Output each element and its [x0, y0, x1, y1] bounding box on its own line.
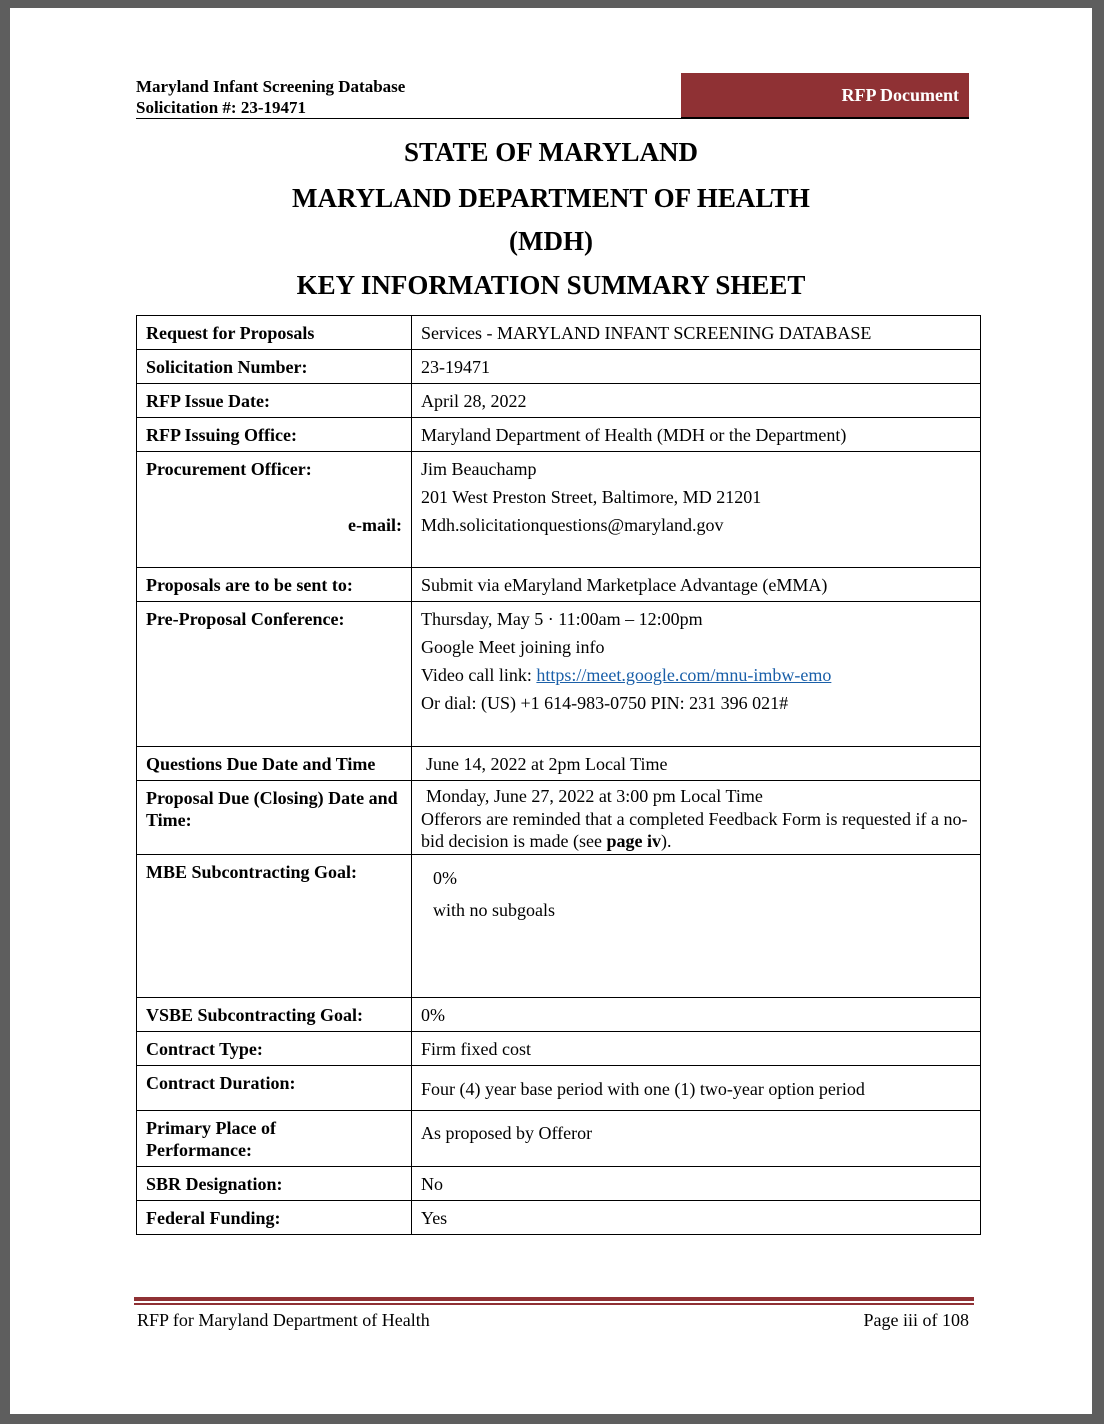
- row-label: Federal Funding:: [137, 1201, 412, 1235]
- row-value: Services - MARYLAND INFANT SCREENING DATABASE: [412, 316, 981, 350]
- row-value-mbe: [412, 855, 981, 998]
- table-row: [137, 855, 981, 998]
- table-row: [137, 1032, 981, 1066]
- place-label: Primary Place of Performance:: [146, 1118, 276, 1160]
- row-value: Yes: [412, 1201, 981, 1235]
- table-row: [137, 1167, 981, 1201]
- table-row: [137, 747, 981, 781]
- table-row: [137, 384, 981, 418]
- row-label-procurement: [137, 452, 412, 568]
- table-row: [137, 452, 981, 568]
- title-summary-sheet: KEY INFORMATION SUMMARY SHEET: [296, 270, 806, 300]
- table-row: [137, 1201, 981, 1235]
- row-label-place: [137, 1111, 412, 1167]
- table-row: [137, 316, 981, 350]
- mbe-goal-value: 0%: [433, 868, 457, 888]
- row-label-due: [137, 781, 412, 855]
- table-row: [137, 568, 981, 602]
- row-label: Request for Proposals: [137, 316, 412, 350]
- proposal-due-value: Monday, June 27, 2022 at 3:00 pm Local Time: [426, 786, 763, 806]
- feedback-note: Offerors are reminded that a completed Feedback Form is requested if a no-bid decision is made (see page iv).: [421, 809, 968, 851]
- procurement-officer-label: Procurement Officer:: [146, 459, 312, 479]
- email-label: e-mail:: [348, 515, 402, 535]
- link-prefix: Video call link:: [421, 665, 537, 685]
- rfp-document-badge: RFP Document: [681, 73, 969, 118]
- row-value-due: [412, 781, 981, 855]
- badge-rule: [681, 117, 969, 119]
- row-value: As proposed by Offeror: [412, 1111, 981, 1167]
- row-value-conference: [412, 602, 981, 747]
- running-header: [136, 76, 682, 118]
- row-label: Pre-Proposal Conference:: [137, 602, 412, 747]
- row-value: April 28, 2022: [412, 384, 981, 418]
- key-information-table: [136, 315, 981, 1235]
- row-label: Proposals are to be sent to:: [137, 568, 412, 602]
- page-number: Page iii of 108: [863, 1310, 969, 1330]
- title-department: MARYLAND DEPARTMENT OF HEALTH: [292, 183, 810, 213]
- row-value: No: [412, 1167, 981, 1201]
- footer-rule-thick: [134, 1297, 974, 1301]
- footer-title: RFP for Maryland Department of Health: [137, 1310, 430, 1330]
- row-label: RFP Issuing Office:: [137, 418, 412, 452]
- row-label: Questions Due Date and Time: [137, 747, 412, 781]
- row-value: Submit via eMaryland Marketplace Advantage (eMMA): [412, 568, 981, 602]
- footer-rule-thin: [134, 1303, 974, 1305]
- row-value: Maryland Department of Health (MDH or the Department): [412, 418, 981, 452]
- table-row: [137, 350, 981, 384]
- document-page: [10, 8, 1092, 1414]
- table-row: [137, 1066, 981, 1111]
- header-title: Maryland Infant Screening Database: [136, 77, 406, 96]
- row-label: MBE Subcontracting Goal:: [137, 855, 412, 998]
- table-row: [137, 998, 981, 1032]
- header-rule: [136, 118, 682, 119]
- table-row: [137, 602, 981, 747]
- row-value: [412, 747, 981, 781]
- row-value: 0%: [412, 998, 981, 1032]
- row-label: Contract Type:: [137, 1032, 412, 1066]
- officer-address: 201 West Preston Street, Baltimore, MD 21201: [421, 487, 762, 507]
- row-label: Solicitation Number:: [137, 350, 412, 384]
- conference-link-line: [421, 661, 971, 689]
- conference-dial: Or dial: (US) +1 614-983-0750 PIN: 231 396 021#: [421, 693, 789, 713]
- table-row: [137, 1111, 981, 1167]
- mbe-subgoals: with no subgoals: [433, 900, 556, 920]
- row-label: RFP Issue Date:: [137, 384, 412, 418]
- row-value-procurement: [412, 452, 981, 568]
- table-row: [137, 418, 981, 452]
- title-abbreviation: (MDH): [509, 226, 593, 256]
- header-solicitation: Solicitation #: 23-19471: [136, 98, 306, 117]
- table-row: [137, 781, 981, 855]
- row-value: Four (4) year base period with one (1) two-year option period: [412, 1066, 981, 1111]
- questions-due-value: June 14, 2022 at 2pm Local Time: [426, 754, 668, 774]
- video-call-link[interactable]: https://meet.google.com/mnu-imbw-emo: [536, 665, 832, 685]
- conference-info: Google Meet joining info: [421, 637, 605, 657]
- officer-email: Mdh.solicitationquestions@maryland.gov: [421, 515, 724, 535]
- row-label: SBR Designation:: [137, 1167, 412, 1201]
- conference-time: Thursday, May 5 · 11:00am – 12:00pm: [421, 609, 703, 629]
- row-label: Contract Duration:: [137, 1066, 412, 1111]
- page-reference: page iv: [606, 831, 661, 851]
- officer-name: Jim Beauchamp: [421, 459, 537, 479]
- row-value: 23-19471: [412, 350, 981, 384]
- proposal-due-label: Proposal Due (Closing) Date and Time:: [146, 788, 398, 830]
- row-label: VSBE Subcontracting Goal:: [137, 998, 412, 1032]
- title-state: STATE OF MARYLAND: [403, 137, 699, 167]
- row-value: Firm fixed cost: [412, 1032, 981, 1066]
